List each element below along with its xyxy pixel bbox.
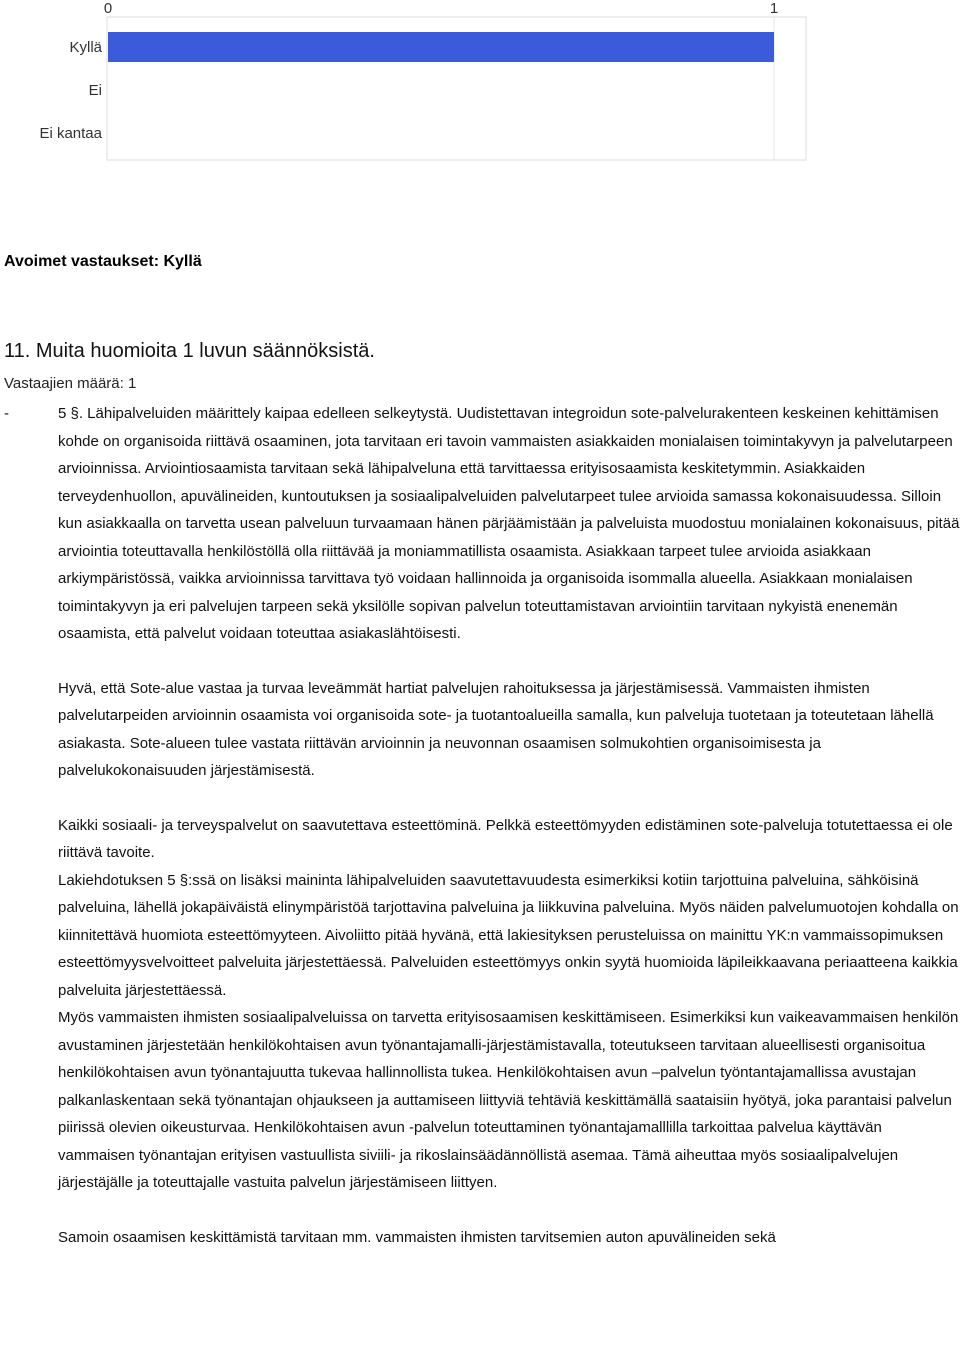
open-answers-heading: Avoimet vastaukset: Kyllä — [4, 253, 202, 270]
answer-paragraph: Myös vammaisten ihmisten sosiaalipalveluissa on tarvetta erityisosaamisen keskittämiseen. Esimerkiksi kun vaikeavammaisen henkilön avustaminen järjestetään henkilökohtaisen avun työnantajamalli-järjestämistavalla, toteutukseen tarvitaan alueellisesti organisoitua henkilökohtaisen avun työnantajuutta tukevaa hallinnollista tukea. Henkilökohtaisen avun –palvelun työntantajamallissa avustajan palkanlaskentaan sekä työnantajan ohjaukseen ja auttamiseen liittyviä tehtäviä keskittämällä saataisiin hyötyä, joka parantaisi palvelun piirissä olevien oikeusturvaa. Henkilökohtaisen avun -palvelun toteuttaminen työnantajamalllilla tarkoittaa palvelua käyttävän vammaisen työnantajan erityisen vastuullista siviili- ja rikoslainsäädännöllistä asemaa. Tämä aiheuttaa myös sosiaalipalvelujen järjestäjälle ja toteuttajalle vastuita palvelun järjestämiseen liittyen. — [58, 1009, 959, 1191]
answer-paragraph: Kaikki sosiaali- ja terveyspalvelut on saavutettava esteettöminä. Pelkkä esteettömyyden edistäminen sote-palveluja totutettaessa ei ole riittävä tavoite. — [58, 816, 953, 861]
answer-paragraph: Hyvä, että Sote-alue vastaa ja turvaa leveämmät hartiat palvelujen rahoituksessa ja järjestämisessä. Vammaisten ihmisten palvelutarpeiden arvioinnin osaamista voi organisoida sote- ja tuotantoalueilla samalla, kun palveluja tuotetaan ja toteutetaan lähellä asiakasta. Sote-alueen tulee vastata riittävän arvioinnin ja neuvonnan osaamisen solmukohtien organisoimisesta ja palvelukokonaisuuden järjestämisestä. — [58, 679, 934, 779]
bar — [108, 32, 774, 62]
answer-paragraph: Lakiehdotuksen 5 §:ssä on lisäksi maininta lähipalveluiden saavutettavuudesta esimerkiksi kotiin tarjottuina palveluina, sähköisinä palveluina, lähellä jokapäiväistä elinympäristöä tarjottavina palveluina ja liikkuvina palveluina. Myös näiden palvelumuotojen kohdalla on kiinnitettävä huomiota esteettömyyteen. Aivoliitto pitää hyvänä, että lakiesityksen perusteluissa on mainittu YK:n vammaissopimuksen esteettömyysvelvoitteet palveluita järjestettäessä. Palveluiden esteettömyys onkin syytä huomioida läpileikkaavana periaatteena kaikkia palveluita järjestettäessä. — [58, 871, 959, 999]
category-label: Ei kantaa — [39, 125, 102, 142]
category-label: Kyllä — [69, 39, 102, 56]
question-title: 11. Muita huomioita 1 luvun säännöksistä. — [4, 340, 375, 362]
answer-paragraph: Samoin osaamisen keskittämistä tarvitaan mm. vammaisten ihmisten tarvitsemien auton apuvälineiden sekä — [58, 1228, 776, 1246]
list-dash: - — [4, 405, 9, 422]
bar-chart — [0, 0, 960, 175]
category-label: Ei — [88, 82, 102, 99]
answer-body — [0, 400, 960, 1251]
answer-paragraph: 5 §. Lähipalveluiden määrittely kaipaa edelleen selkeytystä. Uudistettavan integroidun sote-palvelurakenteen keskeinen kehittämisen kohde on organisoida riittävä osaaminen, jota tarvitaan eri tavoin vammaisten asiakkaiden monialaisen toimintakyvyn ja palvelutarpeen arvioinnissa. Arviointiosaamista tarvitaan sekä lähipalveluna että tarvittaessa erityisosaamista keskitetymmin. Asiakkaiden terveydenhuollon, apuvälineiden, kuntoutuksen ja sosiaalipalveluiden palvelutarpeet tulee arvioida samassa kokonaisuudessa. Silloin kun asiakkaalla on tarvetta usean palveluun turvaamaan hänen pärjäämistään ja palveluista muodostuu monialainen kokonaisuus, pitää arviointia toteuttavalla henkilöstöllä olla riittävää ja moniammatillista osaamista. Asiakkaan tarpeet tulee arvioida asiakkaan arkiympäristössä, vaikka arvioinnissa tarvittava työ voidaan hallinnoida ja organisoida isommalla alueella. Asiakkaan monialaisen toimintakyvyn ja eri palvelujen tarpeen sekä yksilölle sopivan palvelun toteuttamistavan arviointiin tarvitaan nykyistä enenemän osaamista, että palvelut voidaan toteuttaa asiakaslähtöisesti. — [58, 405, 960, 642]
axis-tick-label: 0 — [103, 0, 113, 17]
axis-tick-label: 1 — [769, 0, 779, 17]
respondent-count: Vastaajien määrä: 1 — [4, 375, 137, 392]
